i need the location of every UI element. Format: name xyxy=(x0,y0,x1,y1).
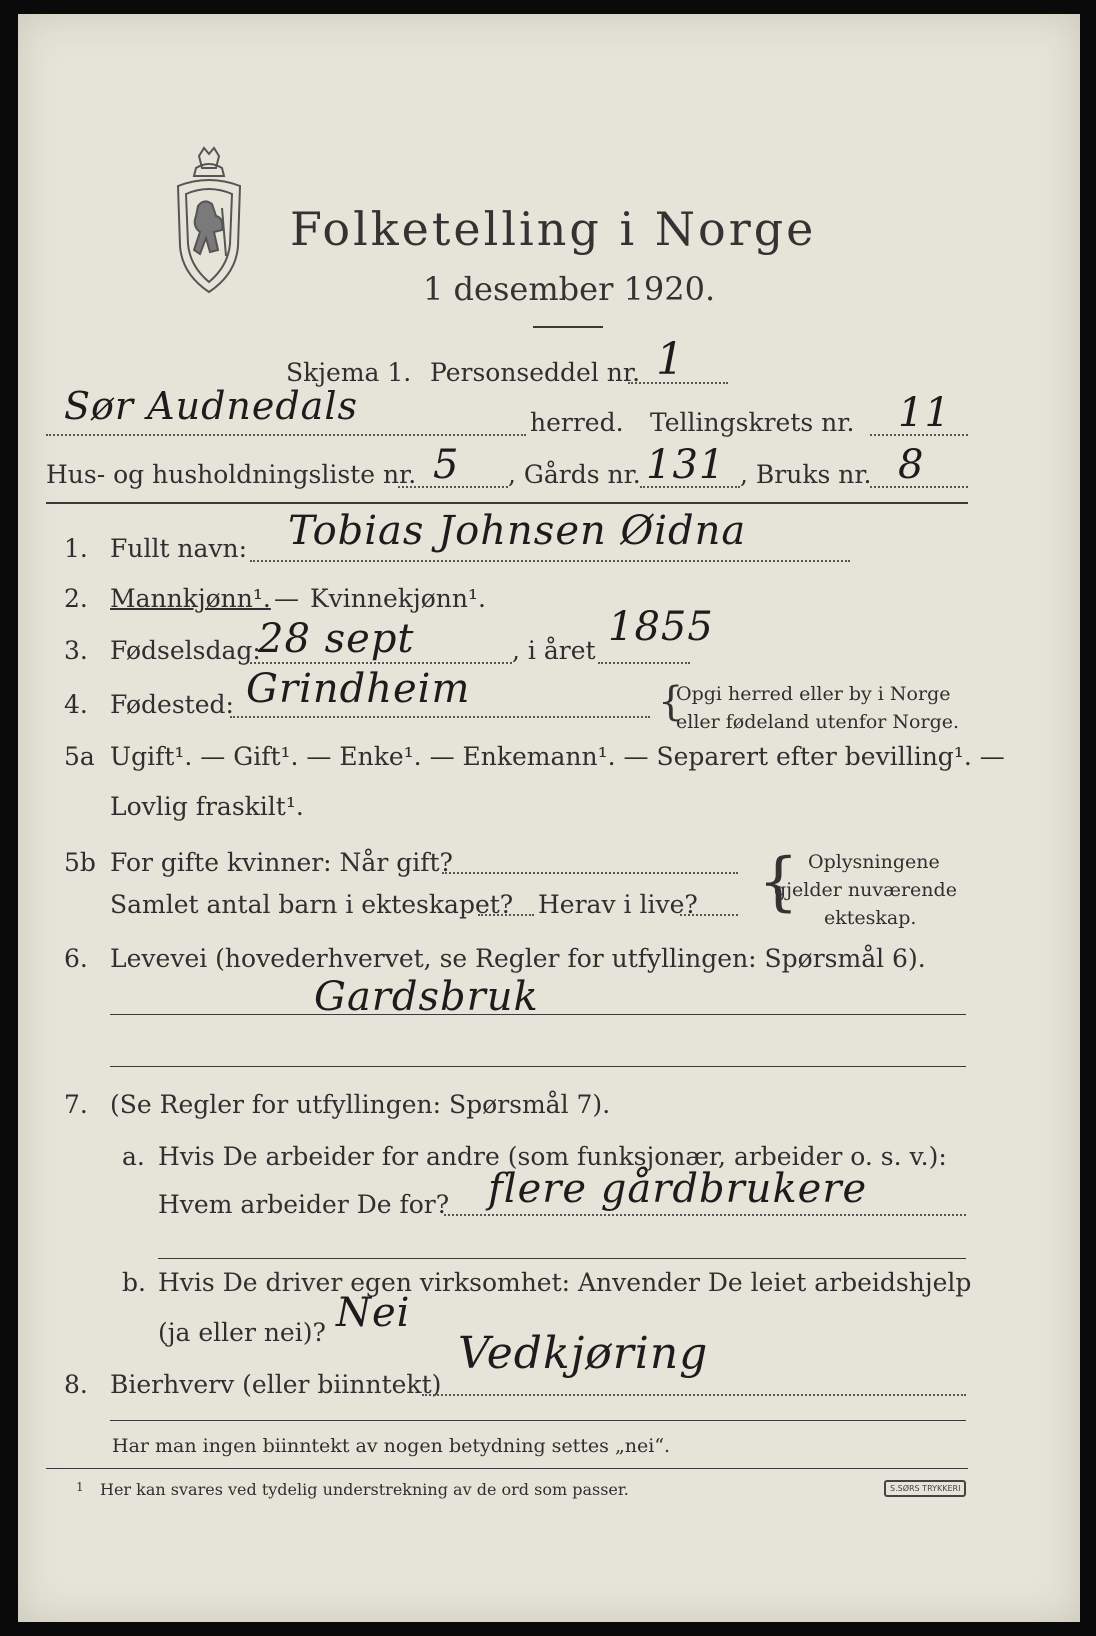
q7b-line2: (ja eller nei)? xyxy=(158,1318,326,1347)
q4-brace: { xyxy=(658,679,684,725)
header-divider xyxy=(46,502,968,504)
q3-year-line xyxy=(598,662,690,664)
birthplace-value: Grindheim xyxy=(246,666,471,712)
q7b-line1: Hvis De driver egen virksomhet: Anvender De leiet arbeidshjelp xyxy=(158,1268,972,1297)
q4-note-line2: eller fødeland utenfor Norge. xyxy=(676,711,960,733)
gender-male-option: Mannkjønn¹. xyxy=(110,584,271,613)
marital-status-options: Ugift¹. — Gift¹. — Enke¹. — Enkemann¹. — Separert efter bevilling¹. — xyxy=(110,742,1005,771)
q5a-number: 5a xyxy=(64,742,95,771)
birth-year-value: 1855 xyxy=(608,604,714,650)
q7a-number: a. xyxy=(122,1142,145,1171)
marital-status-divorced: Lovlig fraskilt¹. xyxy=(110,792,304,821)
q6-label: Levevei (hovederhvervet, se Regler for utfyllingen: Spørsmål 6). xyxy=(110,944,926,973)
q4-label: Fødested: xyxy=(110,690,234,719)
q8-note: Har man ingen biinntekt av nogen betydning settes „nei“. xyxy=(112,1435,671,1457)
q7-number: 7. xyxy=(64,1090,88,1119)
q4-line xyxy=(230,716,650,718)
q5b-note-line1: Oplysningene xyxy=(808,851,940,873)
q8-line2 xyxy=(110,1420,966,1421)
q7a-line2: Hvem arbeider De for? xyxy=(158,1190,450,1219)
q8-label: Bierhverv (eller biinntekt) xyxy=(110,1370,442,1399)
q5b-children-line xyxy=(478,914,534,916)
gards-label: , Gårds nr. xyxy=(508,460,641,489)
q5b-alive-line xyxy=(680,914,738,916)
printer-stamp: S.SØRS TRYKKERI xyxy=(884,1480,966,1497)
bruks-label: , Bruks nr. xyxy=(740,460,872,489)
q3-year-label: , i året xyxy=(512,636,596,665)
footnote-mark: 1 xyxy=(76,1480,84,1494)
krets-label: Tellingskrets nr. xyxy=(650,408,855,437)
census-date: 1 desember 1920. xyxy=(423,270,716,308)
full-name-value: Tobias Johnsen Øidna xyxy=(288,508,747,554)
gards-value: 131 xyxy=(646,442,726,488)
bruks-value: 8 xyxy=(898,442,925,488)
q3-number: 3. xyxy=(64,636,88,665)
occupation-value: Gardsbruk xyxy=(314,974,539,1020)
q1-line xyxy=(250,560,850,562)
q3-line xyxy=(250,662,512,664)
hus-value: 5 xyxy=(433,442,460,488)
skjema-label: Skjema 1. xyxy=(286,358,412,387)
q7a-employer-line xyxy=(444,1214,966,1216)
q7b-number: b. xyxy=(122,1268,146,1297)
q7a-line1: Hvis De arbeider for andre (som funksjonær, arbeider o. s. v.): xyxy=(158,1142,947,1171)
personseddel-value: 1 xyxy=(656,334,685,385)
q4-number: 4. xyxy=(64,690,88,719)
hired-help-value: Nei xyxy=(336,1290,411,1336)
gender-female-option: Kvinnekjønn¹. xyxy=(310,584,486,613)
footnote-divider xyxy=(46,1468,968,1469)
q5b-married-when-label: For gifte kvinner: Når gift? xyxy=(110,848,453,877)
herred-value: Sør Audnedals xyxy=(64,384,358,428)
form-title: Folketelling i Norge xyxy=(290,202,817,256)
q6-line2 xyxy=(110,1066,966,1067)
q5b-married-line xyxy=(442,872,738,874)
herred-line xyxy=(46,434,526,436)
herred-label: herred. xyxy=(530,408,624,437)
q5b-brace: { xyxy=(758,845,799,919)
q5b-note-line2: gjelder nuværende xyxy=(774,879,957,901)
footnote-text: Her kan svares ved tydelig understrekning av de ord som passer. xyxy=(100,1480,629,1499)
q7-label: (Se Regler for utfyllingen: Spørsmål 7). xyxy=(110,1090,611,1119)
q7a-line-extra xyxy=(158,1258,966,1259)
side-income-value: Vedkjøring xyxy=(458,1328,709,1379)
q2-separator: — xyxy=(274,584,299,613)
bleed-through-text xyxy=(398,109,404,133)
q6-number: 6. xyxy=(64,944,88,973)
q5b-number: 5b xyxy=(64,848,96,877)
census-form xyxy=(18,14,1080,1622)
krets-value: 11 xyxy=(898,390,951,436)
q5b-alive-label: Herav i live? xyxy=(538,890,698,919)
hus-label: Hus- og husholdningsliste nr. xyxy=(46,460,417,489)
employer-value: flere gårdbrukere xyxy=(488,1166,868,1212)
q6-line1 xyxy=(110,1014,966,1015)
q1-label: Fullt navn: xyxy=(110,534,248,563)
title-divider xyxy=(533,326,603,328)
q5b-children-label: Samlet antal barn i ekteskapet? xyxy=(110,890,514,919)
q5b-note-line3: ekteskap. xyxy=(824,907,917,929)
personseddel-label: Personseddel nr. xyxy=(430,358,641,387)
q2-number: 2. xyxy=(64,584,88,613)
coat-of-arms-icon xyxy=(166,146,252,296)
q4-note-line1: Opgi herred eller by i Norge xyxy=(676,683,951,705)
birthday-value: 28 sept xyxy=(258,616,415,662)
q3-label: Fødselsdag: xyxy=(110,636,261,665)
q8-line xyxy=(422,1394,966,1396)
q1-number: 1. xyxy=(64,534,88,563)
q8-number: 8. xyxy=(64,1370,88,1399)
